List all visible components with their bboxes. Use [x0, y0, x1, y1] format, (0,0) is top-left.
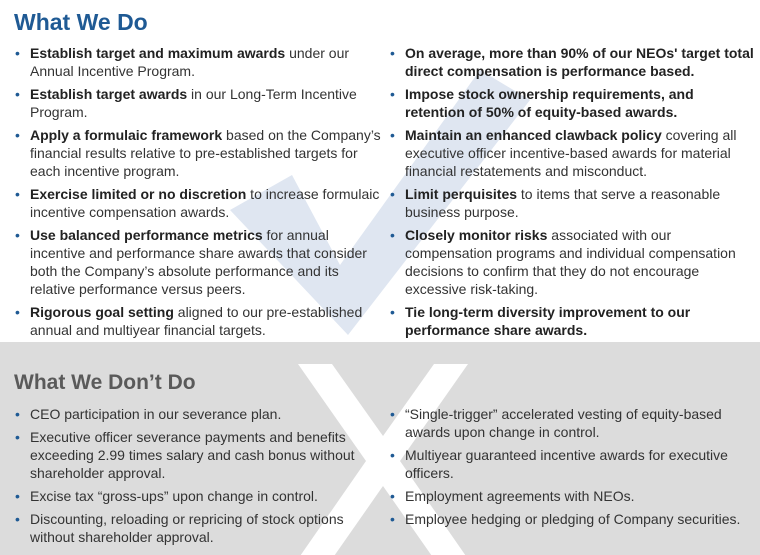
- list-item: • Maintain an enhanced clawback policy covering all executive officer incentive-based awards for material financial restatements and misconduct.: [390, 127, 737, 179]
- list-item: • Closely monitor risks associated with our compensation programs and individual compensation decisions to confirm that they do not encourage excessive risk-taking.: [390, 227, 736, 297]
- bullet-icon: •: [390, 447, 395, 463]
- bullet-icon: •: [390, 227, 395, 243]
- bullet-icon: •: [390, 86, 395, 102]
- list-item: • Impose stock ownership requirements, and retention of 50% of equity-based awards.: [390, 86, 694, 120]
- list-item: • Rigorous goal setting aligned to our pre-established annual and multiyear financial targets.: [15, 304, 363, 338]
- bullet-icon: •: [390, 186, 395, 202]
- list-item: • Exercise limited or no discretion to increase formulaic incentive compensation awards.: [15, 186, 380, 220]
- list-item: • Employee hedging or pledging of Company securities.: [390, 511, 741, 527]
- bullet-icon: •: [390, 406, 395, 422]
- list-item: • “Single-trigger” accelerated vesting of equity-based awards upon change in control.: [390, 406, 722, 440]
- list-item: • On average, more than 90% of our NEOs' target total direct compensation is performance based.: [390, 45, 754, 79]
- bullet-icon: •: [15, 488, 20, 504]
- bullet-icon: •: [390, 304, 395, 320]
- list-item: • Apply a formulaic framework based on the Company’s financial results relative to pre-established targets for each incentive program.: [15, 127, 381, 179]
- list-item: • Excise tax “gross-ups” upon change in control.: [15, 488, 318, 504]
- list-item: • Executive officer severance payments and benefits exceeding 2.99 times salary and cash bonus without shareholder approval.: [15, 429, 355, 481]
- bullet-icon: •: [390, 127, 395, 143]
- list-item: • Establish target and maximum awards under our Annual Incentive Program.: [15, 45, 350, 79]
- list-item: • Tie long-term diversity improvement to our performance share awards.: [390, 304, 691, 338]
- what-we-dont-do-left-list: [13, 405, 368, 551]
- list-item: • Establish target awards in our Long-Term Incentive Program.: [15, 86, 357, 120]
- list-item: • CEO participation in our severance plan.: [15, 406, 282, 422]
- bullet-icon: •: [15, 127, 20, 143]
- list-item: • Limit perquisites to items that serve a reasonable business purpose.: [390, 186, 721, 220]
- what-we-dont-do-title: What We Don’t Do: [14, 371, 196, 394]
- bullet-icon: •: [390, 488, 395, 504]
- list-item: • Use balanced performance metrics for annual incentive and performance share awards that consider both the Company’s absolute performance and its relative performance versus peers.: [15, 227, 367, 297]
- list-item: • Employment agreements with NEOs.: [390, 488, 635, 504]
- bullet-icon: •: [15, 406, 20, 422]
- what-we-do-right-list: [388, 44, 754, 342]
- what-we-dont-do-section: [0, 342, 760, 555]
- bullet-icon: •: [390, 511, 395, 527]
- what-we-do-left-list: [13, 44, 381, 342]
- what-we-dont-do-right-list: [388, 405, 748, 533]
- bullet-icon: •: [15, 304, 20, 320]
- list-item: • Discounting, reloading or repricing of stock options without shareholder approval.: [15, 511, 344, 545]
- bullet-icon: •: [15, 511, 20, 527]
- bullet-icon: •: [15, 86, 20, 102]
- bullet-icon: •: [15, 186, 20, 202]
- bullet-icon: •: [15, 45, 20, 61]
- what-we-do-title: What We Do: [14, 9, 148, 35]
- list-item: • Multiyear guaranteed incentive awards for executive officers.: [390, 447, 728, 481]
- bullet-icon: •: [15, 227, 20, 243]
- bullet-icon: •: [15, 429, 20, 445]
- bullet-icon: •: [390, 45, 395, 61]
